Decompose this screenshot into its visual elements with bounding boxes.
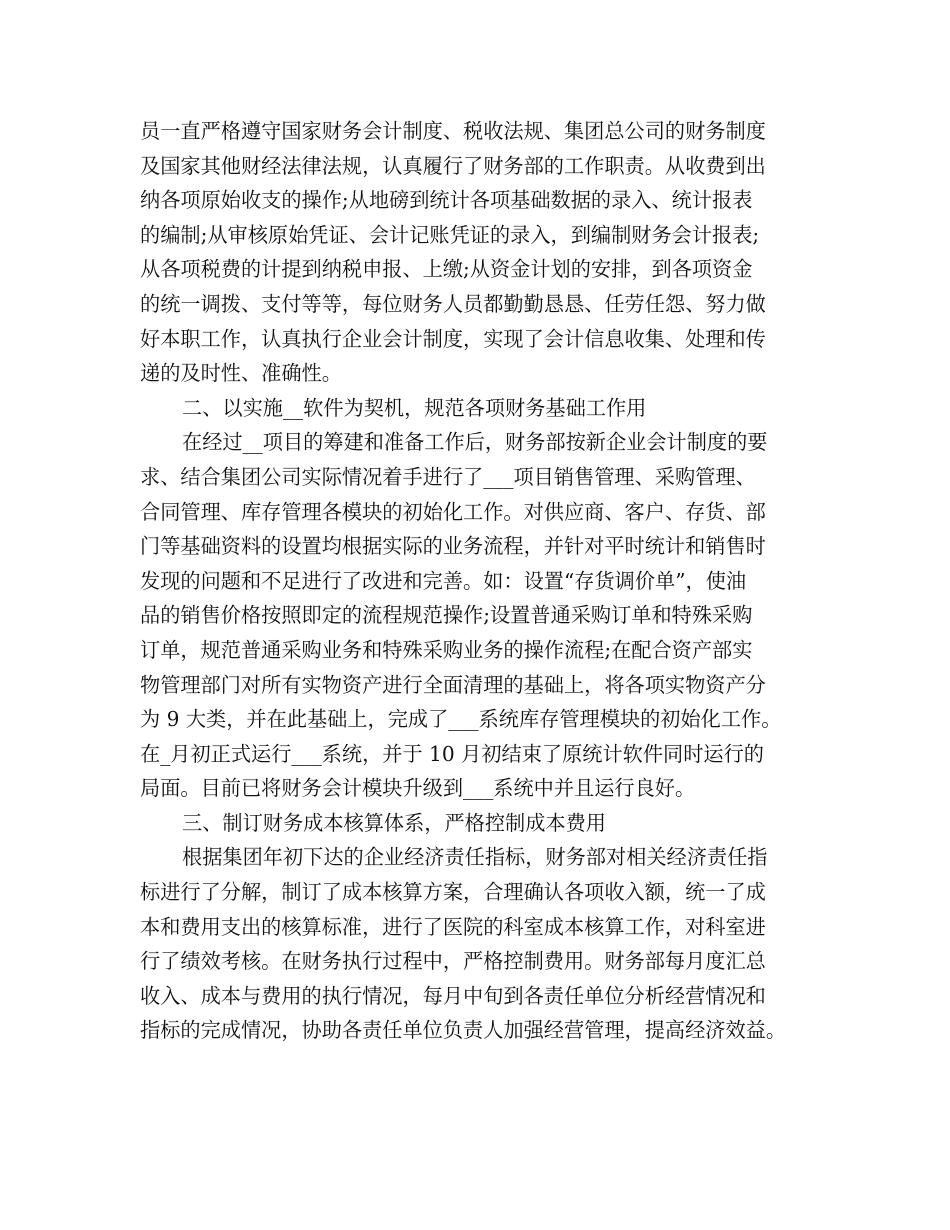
- text-line: 门等基础资料的设置均根据实际的业务流程，并针对平时统计和销售时: [140, 534, 766, 559]
- text-line: 纳各项原始收支的操作;从地磅到统计各项基础数据的录入、统计报表: [140, 188, 753, 213]
- text-line: 合同管理、库存管理各模块的初始化工作。对供应商、客户、存货、部: [140, 499, 766, 524]
- paragraph-first-line: 三、制订财务成本核算体系，严格控制成本费用: [182, 810, 606, 835]
- text-line: 递的及时性、准确性。: [140, 361, 342, 386]
- text-line: 的编制;从审核原始凭证、会计记账凭证的录入，到编制财务会计报表;: [140, 222, 760, 247]
- text-line: 好本职工作，认真执行企业会计制度，实现了会计信息收集、处理和传: [140, 326, 766, 351]
- paragraph-first-line: 在经过__项目的筹建和准备工作后，财务部按新企业会计制度的要: [182, 430, 768, 455]
- text-line: 指标的完成情况，协助各责任单位负责人加强经营管理，提高经济效益。: [140, 1018, 787, 1043]
- text-line: 物管理部门对所有实物资产进行全面清理的基础上，将各项实物资产分: [140, 672, 766, 697]
- text-line: 员一直严格遵守国家财务会计制度、税收法规、集团总公司的财务制度: [140, 119, 766, 143]
- text-line: 行了绩效考核。在财务执行过程中，严格控制费用。财务部每月度汇总: [140, 949, 766, 974]
- text-line: 为 9 大类，并在此基础上，完成了___系统库存管理模块的初始化工作。: [140, 707, 782, 732]
- text-line: 品的销售价格按照即定的流程规范操作;设置普通采购订单和特殊采购: [140, 603, 753, 628]
- text-line: 的统一调拨、支付等等，每位财务人员都勤勤恳恳、任劳任怨、努力做: [140, 291, 766, 316]
- text-line: 发现的问题和不足进行了改进和完善。如：设置“存货调价单”，使油: [140, 568, 747, 593]
- text-line: 本和费用支出的核算标准，进行了医院的科室成本核算工作，对科室进: [140, 914, 766, 939]
- paragraph-first-line: 二、以实施__软件为契机，规范各项财务基础工作用: [182, 395, 647, 420]
- text-line: 在_月初正式运行___系统，并于 10 月初结束了原统计软件同时运行的: [140, 741, 764, 766]
- text-line: 局面。目前已将财务会计模块升级到___系统中并且运行良好。: [140, 776, 696, 801]
- text-line: 从各项税费的计提到纳税申报、上缴;从资金计划的安排，到各项资金: [140, 257, 753, 282]
- text-line: 标进行了分解，制订了成本核算方案，合理确认各项收入额，统一了成: [140, 880, 766, 905]
- text-line: 收入、成本与费用的执行情况，每月中旬到各责任单位分析经营情况和: [140, 983, 766, 1008]
- text-line: 求、结合集团公司实际情况着手进行了___项目销售管理、采购管理、: [140, 464, 756, 489]
- text-line: 及国家其他财经法律法规，认真履行了财务部的工作职责。从收费到出: [140, 153, 766, 178]
- paragraph-first-line: 根据集团年初下达的企业经济责任指标，财务部对相关经济责任指: [182, 845, 768, 870]
- document-body: [140, 114, 830, 1048]
- text-line: 订单，规范普通采购业务和特殊采购业务的操作流程;在配合资产部实: [140, 637, 753, 662]
